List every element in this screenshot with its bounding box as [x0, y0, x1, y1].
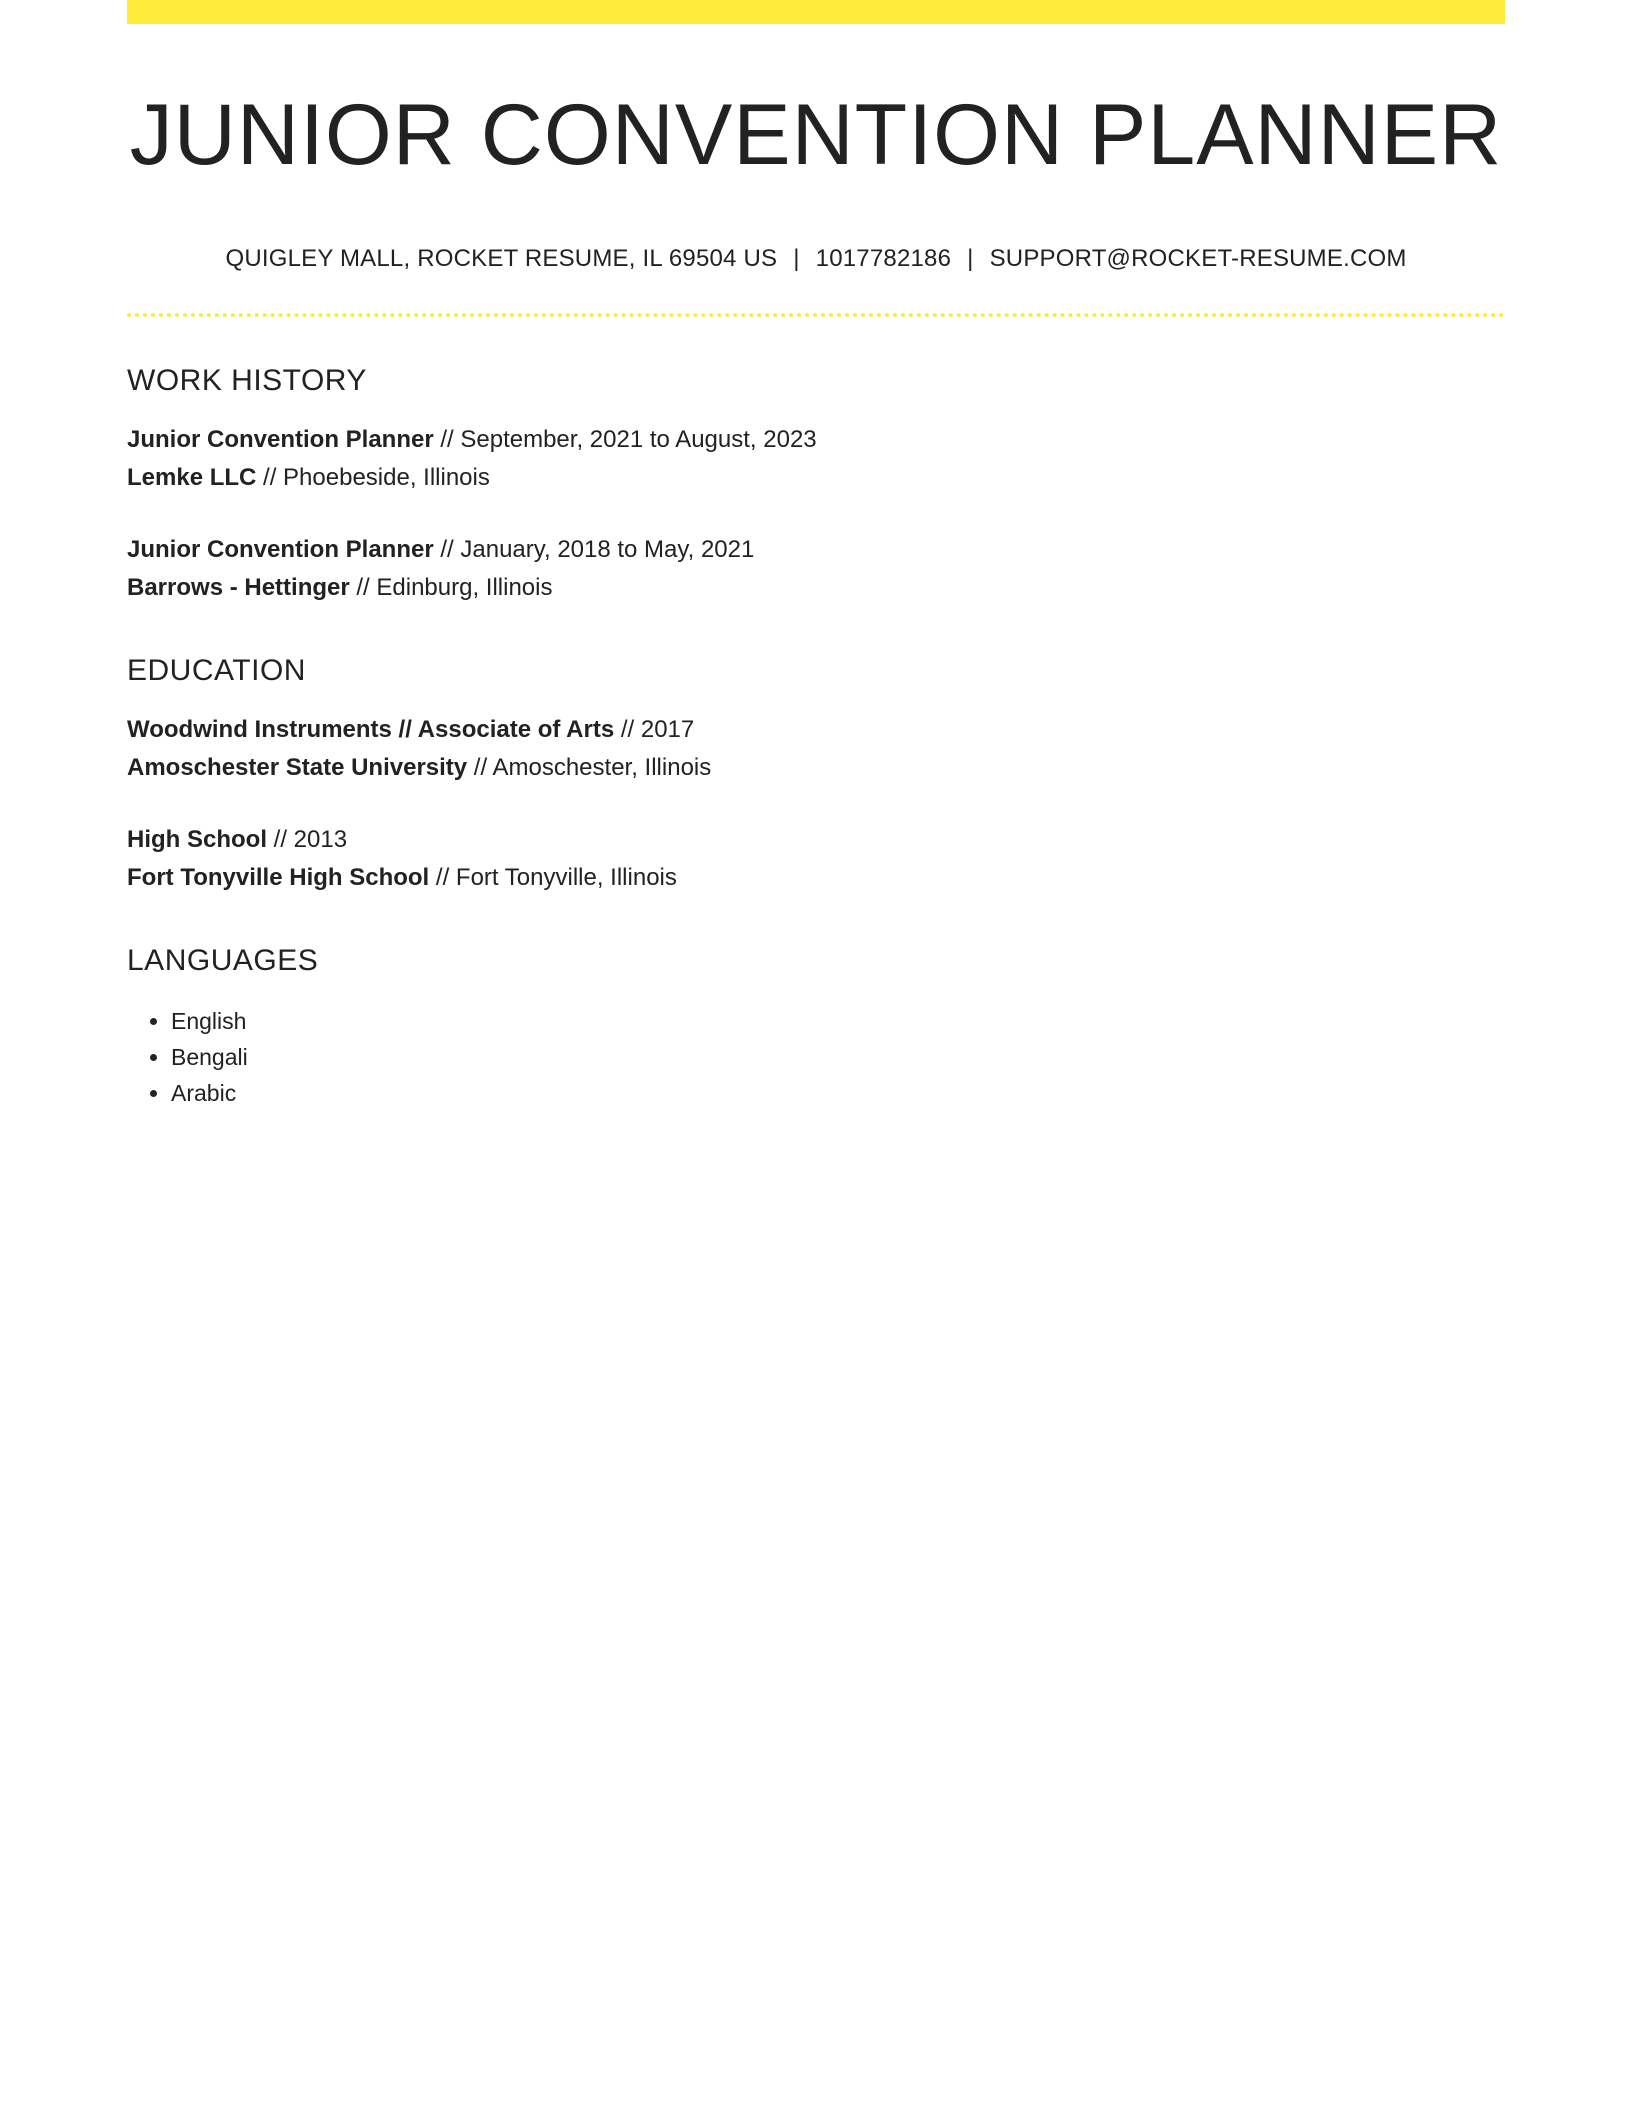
contact-separator: |	[793, 245, 800, 273]
graduation-year: // 2013	[267, 826, 348, 854]
company-location: // Phoebeside, Illinois	[256, 464, 490, 492]
education-heading: EDUCATION	[127, 654, 306, 688]
job-title: Junior Convention Planner	[127, 426, 434, 454]
education-school-line	[127, 749, 1505, 787]
education-degree-line	[127, 821, 1505, 859]
language-item: • Arabic	[171, 1075, 1505, 1111]
school-location: // Amoschester, Illinois	[467, 754, 712, 782]
education-entry	[127, 711, 1505, 787]
contact-separator: |	[967, 245, 974, 273]
school-location: // Fort Tonyville, Illinois	[429, 864, 677, 892]
work-entry-company-line	[127, 569, 1505, 607]
work-entry-title-line	[127, 531, 1505, 569]
contact-line	[127, 245, 1505, 273]
company-name: Lemke LLC	[127, 464, 257, 492]
degree: Woodwind Instruments // Associate of Arts	[127, 716, 615, 744]
work-entry	[127, 421, 1505, 497]
header-divider	[127, 313, 1505, 317]
school-name: Fort Tonyville High School	[127, 864, 430, 892]
work-entry-company-line	[127, 459, 1505, 497]
education-degree-line	[127, 711, 1505, 749]
education-list	[127, 711, 1505, 897]
job-title: Junior Convention Planner	[127, 536, 434, 564]
graduation-year: // 2017	[614, 716, 695, 744]
contact-address: QUIGLEY MALL, ROCKET RESUME, IL 69504 US	[225, 245, 778, 273]
education-entry	[127, 821, 1505, 897]
school-name: Amoschester State University	[127, 754, 468, 782]
work-entry	[127, 531, 1505, 607]
job-dates: // January, 2018 to May, 2021	[433, 536, 755, 564]
education-school-line	[127, 859, 1505, 897]
resume-title: JUNIOR CONVENTION PLANNER	[129, 87, 1503, 183]
accent-top-bar	[127, 0, 1505, 24]
languages-heading: LANGUAGES	[127, 944, 319, 978]
language-item: • English	[171, 1003, 1505, 1039]
work-entry-title-line	[127, 421, 1505, 459]
job-dates: // September, 2021 to August, 2023	[433, 426, 817, 454]
company-location: // Edinburg, Illinois	[349, 574, 553, 602]
languages-list	[127, 1003, 1505, 1111]
work-history-heading: WORK HISTORY	[127, 364, 367, 398]
company-name: Barrows - Hettinger	[127, 574, 350, 602]
contact-email: SUPPORT@ROCKET-RESUME.COM	[989, 245, 1407, 273]
degree: High School	[127, 826, 267, 854]
contact-phone: 1017782186	[815, 245, 952, 273]
language-item: • Bengali	[171, 1039, 1505, 1075]
resume-page	[127, 0, 1505, 1111]
work-history-list	[127, 421, 1505, 607]
